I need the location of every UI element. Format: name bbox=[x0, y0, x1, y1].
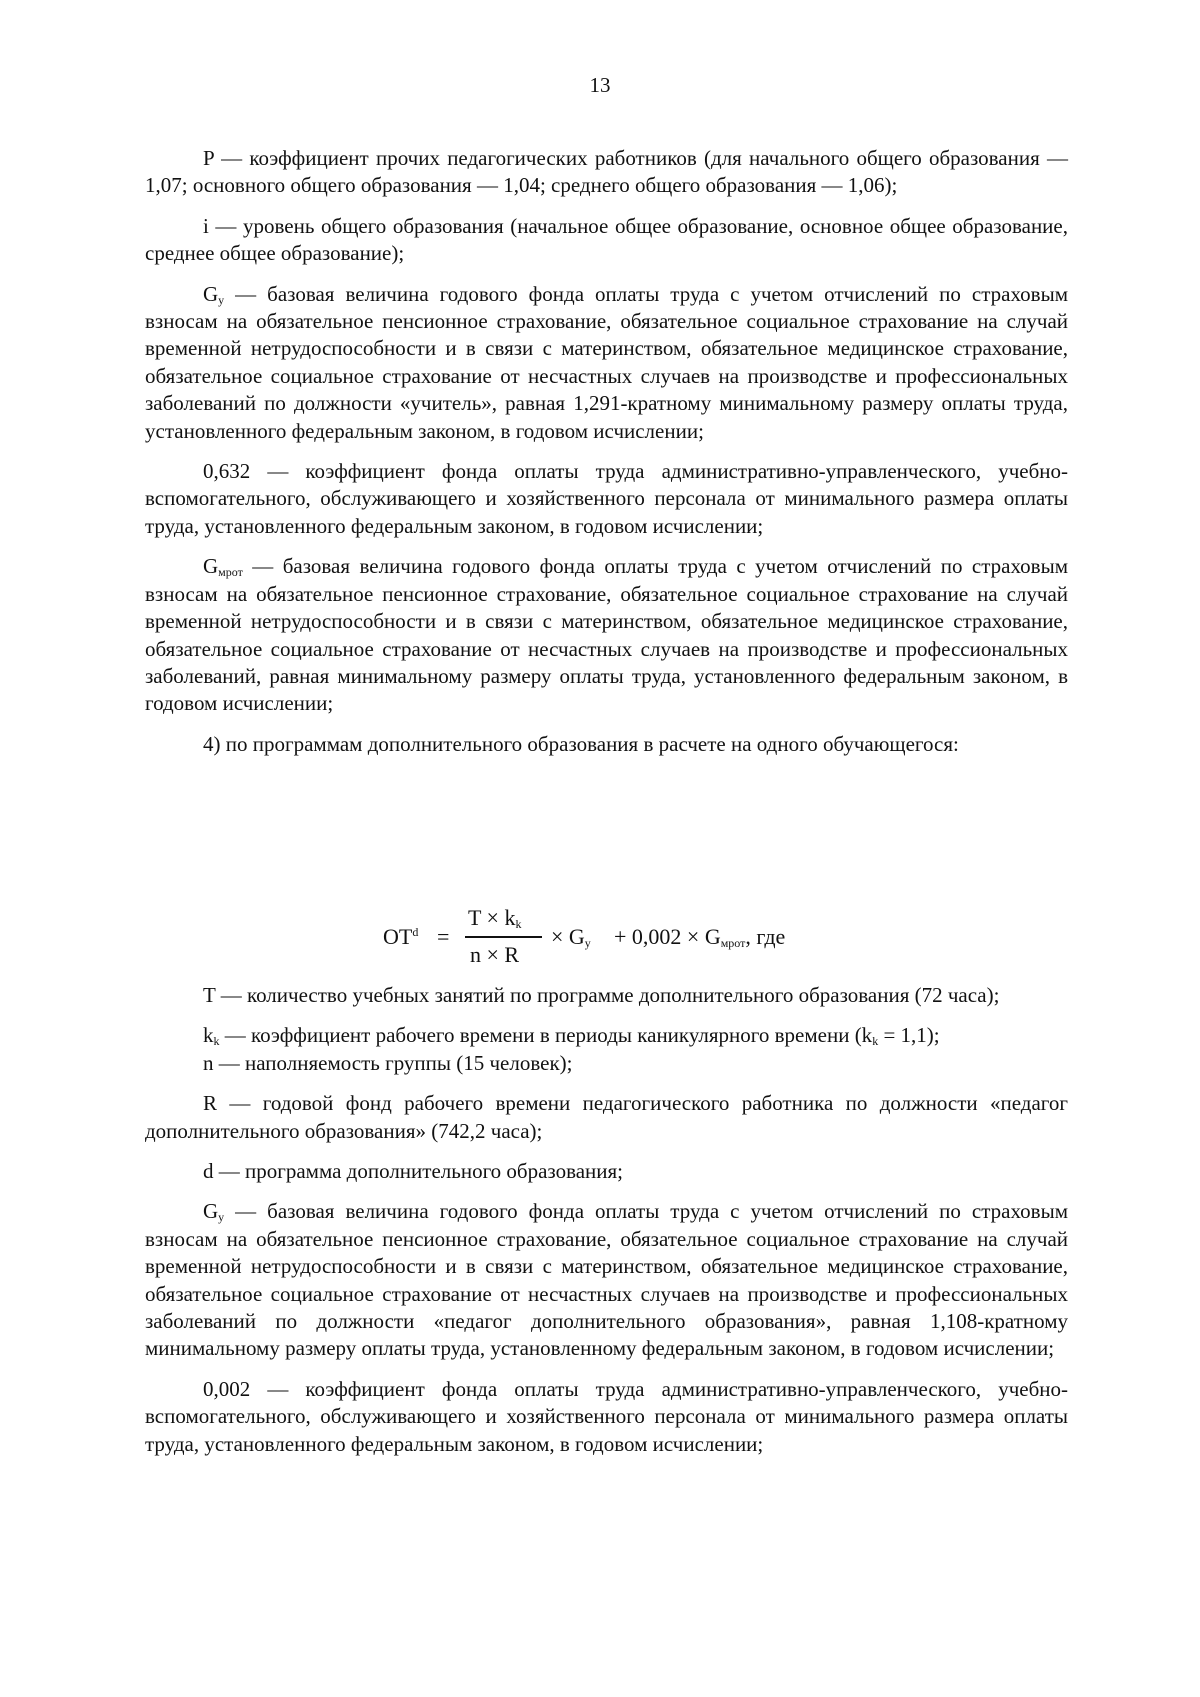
fraction-bar bbox=[465, 936, 542, 938]
text-block-top bbox=[145, 145, 1068, 758]
formula-lhs: $OT^d$ bbox=[383, 924, 419, 949]
formula-equals: = bbox=[437, 924, 450, 949]
paragraph-item-4: 4) по программам дополнительного образования в расчете на одного обучающегося: bbox=[203, 731, 959, 756]
formula-denominator: n × R bbox=[470, 942, 520, 967]
paragraph-r-definition: R — годовой фонд рабочего времени педагогического работника по должности «педагог дополнительного образования» (742,2 часа); bbox=[145, 1091, 1068, 1143]
formula-multiply-gy: × $G_у$ bbox=[551, 924, 591, 950]
paragraph-n-definition: n — наполняемость группы (15 человек); bbox=[203, 1050, 573, 1075]
paragraph-t-definition: T — количество учебных занятий по программе дополнительного образования (72 часа); bbox=[203, 983, 1000, 1007]
paragraph-i-level: i — уровень общего образования (начальное общее образование, основное общее образование, среднее общее образование); bbox=[145, 213, 1068, 266]
page-number: 13 bbox=[589, 73, 611, 97]
paragraph-gy-definition bbox=[145, 281, 1068, 445]
paragraph-0002-coefficient: 0,002 — коэффициент фонда оплаты труда административно-управленческого, учебно-вспомогательного, обслуживающего и хозяйственного персонала от минимального размера оплаты труда, установленного федеральным законом, в годовом исчислении; bbox=[145, 1376, 1068, 1456]
paragraph-kk-definition: $k_k$ — коэффициент рабочего времени в периоды каникулярного времени $(k_k = 1,1)$; bbox=[203, 1023, 940, 1049]
definition-text: — базовая величина годового фонда оплаты труда с учетом отчислений по страховым взносам на обязательное пенсионное страхование, обязательное социальное страхование на случай временной нетрудоспособности и в связи с материнством, обязательное медицинское страхование, обязательное социальное страхование от несчастных случаев на производстве и профессиональных заболеваний по должности «учитель», равная 1,291-кратному минимальному размеру оплаты труда, установленного федеральным законом, в годовом исчислении; bbox=[145, 281, 1068, 443]
symbol-subscript: мрот bbox=[218, 565, 243, 580]
symbol-subscript: у bbox=[218, 292, 225, 307]
symbol-g: G bbox=[203, 281, 219, 306]
paragraph-gmrot-definition bbox=[145, 553, 1068, 717]
definition-text: — базовая величина годового фонда оплаты труда с учетом отчислений по страховым взносам на обязательное пенсионное страхование, обязательное социальное страхование на случай временной нетрудоспособности и в связи с материнством, обязательное медицинское страхование, обязательное социальное страхование от несчастных случаев на производстве и профессиональных заболеваний, равная минимальному размеру оплаты труда, установленного федеральным законом, в годовом исчислении; bbox=[145, 554, 1068, 716]
symbol-g: G bbox=[203, 554, 219, 579]
formula-numerator: $T \times k_k$ bbox=[468, 905, 522, 931]
formula bbox=[0, 905, 1200, 974]
paragraph-d-definition: d — программа дополнительного образования; bbox=[203, 1159, 624, 1184]
paragraph-gy-teacher-definition: $G_у$ — базовая величина годового фонда оплаты труда с учетом отчислений по страховым взносам на обязательное пенсионное страхование, обязательное социальное страхование на случай временной нетрудоспособности и в связи с материнством, обязательное медицинское страхование, обязательное социальное страхование от несчастных случаев на производстве и профессиональных заболеваний по должности «педагог дополнительного образования», равная 1,108-кратному минимальному размеру оплаты труда, установленному федеральным законом, в годовом исчислении; bbox=[145, 1199, 1068, 1361]
formula-plus-term: + $0,002 \times G_{мрот}$, где bbox=[614, 924, 786, 950]
paragraph-0632-coefficient: 0,632 — коэффициент фонда оплаты труда административно-управленческого, учебно-вспомогательного, обслуживающего и хозяйственного персонала от минимального размера оплаты труда, установленного федеральным законом, в годовом исчислении; bbox=[145, 459, 1068, 538]
paragraph-p-coefficient: P — коэффициент прочих педагогических работников (для начального общего образования — 1,07; основного общего образования — 1,04; среднего общего образования — 1,06); bbox=[145, 146, 1068, 198]
text-block-bottom bbox=[145, 982, 1068, 1458]
